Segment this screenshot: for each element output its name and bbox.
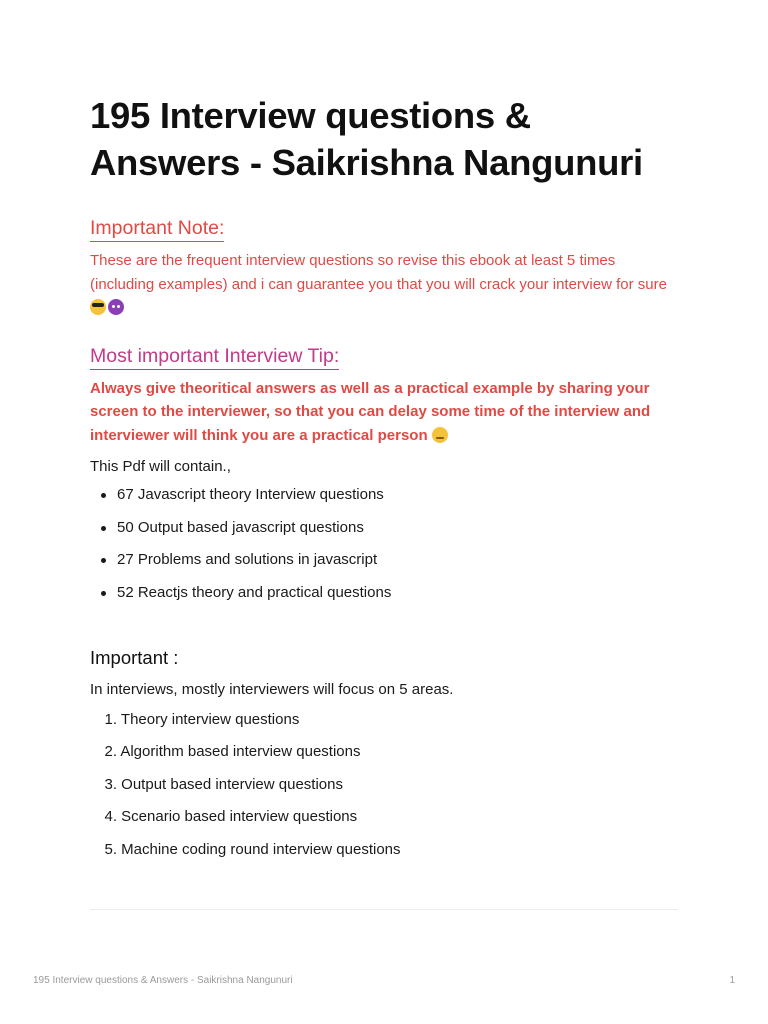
list-item: 67 Javascript theory Interview questions: [90, 484, 680, 506]
list-item: 50 Output based javascript questions: [90, 517, 680, 539]
page-content: [90, 92, 680, 871]
list-label: Algorithm based interview questions: [120, 743, 361, 760]
page-number: 1: [729, 975, 735, 986]
contents-intro: This Pdf will contain.,: [90, 458, 231, 475]
list-number: 4.: [104, 808, 117, 825]
list-number: 2.: [104, 743, 117, 760]
list-number: 1.: [104, 710, 117, 728]
footer-title: 195 Interview questions & Answers - Saikrishna Nangunuri: [33, 975, 293, 986]
list-number: 3.: [104, 775, 117, 793]
list-item: [90, 839, 680, 861]
focus-areas-list: [90, 709, 680, 861]
interview-tip-heading: Most important Interview Tip:: [90, 344, 339, 370]
page-footer: [33, 975, 735, 986]
important-note-heading: Important Note:: [90, 216, 224, 242]
important-intro: In interviews, mostly interviewers will focus on 5 areas.: [90, 680, 454, 698]
document-title: [90, 92, 680, 186]
list-number: 5.: [104, 840, 117, 858]
list-item: 27 Problems and solutions in javascript: [90, 549, 680, 571]
list-item: [90, 806, 680, 828]
smiling-face-with-sunglasses-icon: [90, 299, 106, 315]
list-item: [90, 774, 680, 796]
important-note-text: These are the frequent interview questions so revise this ebook at least 5 times (including examples) and i can guarantee you that you will crack your interview for sure: [90, 252, 667, 293]
list-item: [90, 741, 680, 763]
list-label: Theory interview questions: [120, 710, 300, 728]
winking-face-icon: [432, 427, 448, 443]
list-label: Machine coding round interview questions: [121, 840, 401, 858]
title-line-2: Answers - Saikrishna Nangunuri: [90, 142, 643, 183]
contents-list: [90, 484, 680, 604]
title-line-1: 195 Interview questions &: [90, 95, 531, 136]
list-label: Output based interview questions: [121, 775, 343, 793]
section-divider: [90, 909, 678, 910]
list-item: [90, 709, 680, 731]
interview-tip-text: Always give theoritical answers as well as a practical example by sharing your screen to the interviewer, so that you can delay some time of the interview and interviewer will think you are a practical person: [90, 379, 651, 444]
list-item: 52 Reactjs theory and practical questions: [90, 582, 680, 604]
smiling-devil-icon: [108, 299, 124, 315]
important-heading: Important :: [90, 646, 179, 668]
interview-tip-body: [90, 377, 680, 448]
list-label: Scenario based interview questions: [121, 808, 358, 825]
important-note-body: [90, 249, 680, 320]
